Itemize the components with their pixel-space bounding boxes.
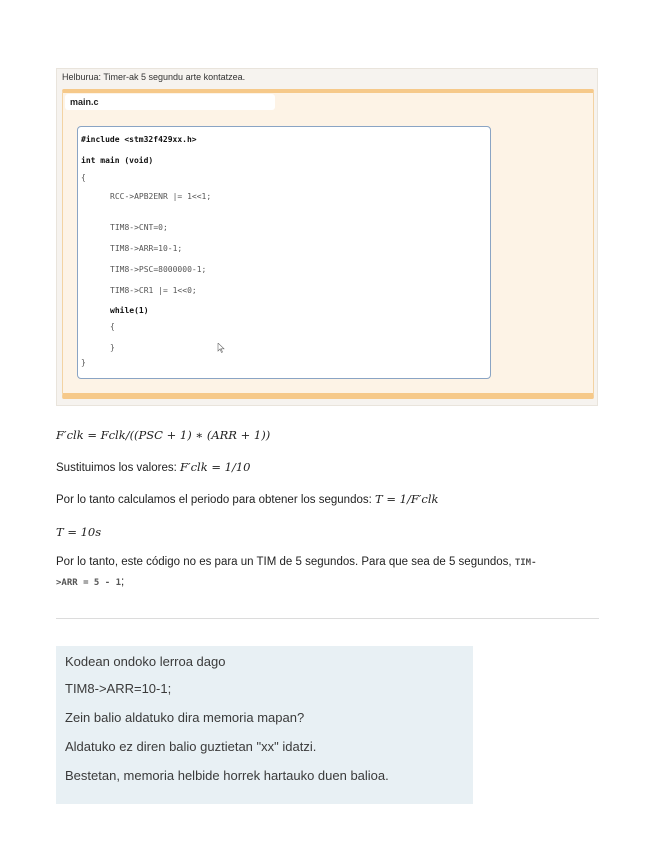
period-math: T = 1/F′clk xyxy=(375,492,439,506)
screenshot-caption: Helburua: Timer-ak 5 segundu arte kontatzea. xyxy=(62,72,246,82)
conclusion-line-2 xyxy=(56,576,124,588)
period-text: Por lo tanto calculamos el periodo para obtener los segundos: xyxy=(56,494,376,506)
code-line-arr: TIM8->ARR=10-1; xyxy=(110,244,183,253)
code-line-open-brace: { xyxy=(81,173,86,182)
question-line-1: Kodean ondoko lerroa dago xyxy=(65,654,226,669)
code-screenshot xyxy=(56,68,598,406)
section-divider xyxy=(56,618,599,619)
question-line-2: TIM8->ARR=10-1; xyxy=(65,681,172,696)
code-line-cnt: TIM8->CNT=0; xyxy=(110,223,168,232)
code-line-include: #include <stm32f429xx.h> xyxy=(81,135,197,144)
code-line-cr1: TIM8->CR1 |= 1<<0; xyxy=(110,286,197,295)
code-line-rcc: RCC->APB2ENR |= 1<<1; xyxy=(110,192,212,201)
question-line-4: Aldatuko ez diren balio guztietan "xx" idatzi. xyxy=(65,739,317,754)
conclusion-code-part-1: TIM- xyxy=(514,558,537,568)
conclusion-suffix: ; xyxy=(121,576,125,588)
code-line-while-open: { xyxy=(110,322,115,331)
substitute-text: Sustituimos los valores: xyxy=(56,462,180,474)
formula-line: F′clk = Fclk/((PSC + 1) ∗ (ARR + 1)) xyxy=(56,428,271,442)
code-line-while: while(1) xyxy=(110,306,149,315)
substitute-math: F′clk = 1/10 xyxy=(180,460,251,474)
code-line-close-brace: } xyxy=(81,358,86,367)
period-line xyxy=(56,492,439,506)
question-line-5: Bestetan, memoria helbide horrek hartauko duen balioa. xyxy=(65,768,389,783)
mouse-cursor-icon xyxy=(217,343,225,353)
question-box xyxy=(56,646,473,804)
code-line-while-close: } xyxy=(110,343,115,352)
conclusion-line-1 xyxy=(56,556,537,568)
conclusion-text: Por lo tanto, este código no es para un TIM de 5 segundos. Para que sea de 5 segundos, xyxy=(56,556,515,568)
file-panel xyxy=(62,89,594,399)
question-line-3: Zein balio aldatuko dira memoria mapan? xyxy=(65,710,305,725)
code-box xyxy=(77,126,491,379)
code-line-main: int main (void) xyxy=(81,156,154,165)
result-line: T = 10s xyxy=(56,525,102,539)
conclusion-code-part-2: >ARR = 5 - 1 xyxy=(56,578,122,588)
code-line-psc: TIM8->PSC=8000000-1; xyxy=(110,265,207,274)
file-tab: main.c xyxy=(65,94,275,110)
substitute-line xyxy=(56,460,250,474)
